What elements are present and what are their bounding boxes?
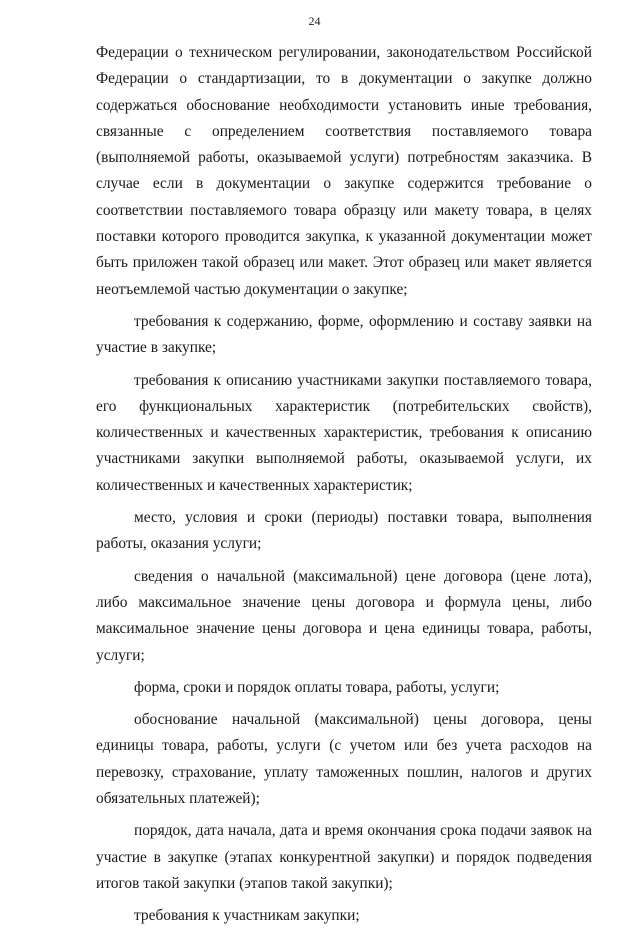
page-number: 24 — [308, 14, 321, 28]
paragraph-continuation: Федерации о техническом регулировании, законодательством Российской Федерации о стандартизации, то в документации о закупке должно содержаться обоснование необходимости установить иные требования, связанные с определением соответствия поставляемого товара (выполняемой работы, оказываемой услуги) потребностям заказчика. В случае если в документации о закупке содержится требование о соответствии поставляемого товара образцу или макету товара, в целях поставки которого проводится закупка, к указанной документации может быть приложен такой образец или макет. Этот образец или макет является неотъемлемой частью документации о закупке; — [96, 44, 592, 298]
paragraph-application-requirements: требования к содержанию, форме, оформлению и составу заявки на участие в закупке; — [96, 312, 592, 357]
paragraph-participant-requirements: требования к участникам закупки; — [134, 907, 360, 925]
document-body — [96, 40, 592, 930]
paragraph-submission-procedure: порядок, дата начала, дата и время окончания срока подачи заявок на участие в закупке (этапах конкурентной закупки) и порядок подведения итогов такой закупки (этапов такой закупки); — [96, 822, 592, 892]
paragraph-initial-price: сведения о начальной (максимальной) цене договора (цене лота), либо максимальное значение цены договора и формула цены, либо максимальное значение цены договора и цена единицы товара, работы, услуги; — [96, 567, 592, 664]
paragraph-description-requirements: требования к описанию участниками закупки поставляемого товара, его функциональных характеристик (потребительских свойств), количественных и качественных характеристик, требования к описанию участниками закупки выполняемой работы, оказываемой услуги, их количественных и качественных характеристик; — [96, 371, 592, 494]
paragraph-price-justification: обоснование начальной (максимальной) цены договора, цены единицы товара, работы, услуги (с учетом или без учета расходов на перевозку, страхование, уплату таможенных пошлин, налогов и других обязательных платежей); — [96, 711, 592, 808]
paragraph-delivery-terms: место, условия и сроки (периоды) поставки товара, выполнения работы, оказания услуги; — [96, 509, 592, 553]
paragraph-payment-terms: форма, сроки и порядок оплаты товара, работы, услуги; — [134, 678, 500, 696]
